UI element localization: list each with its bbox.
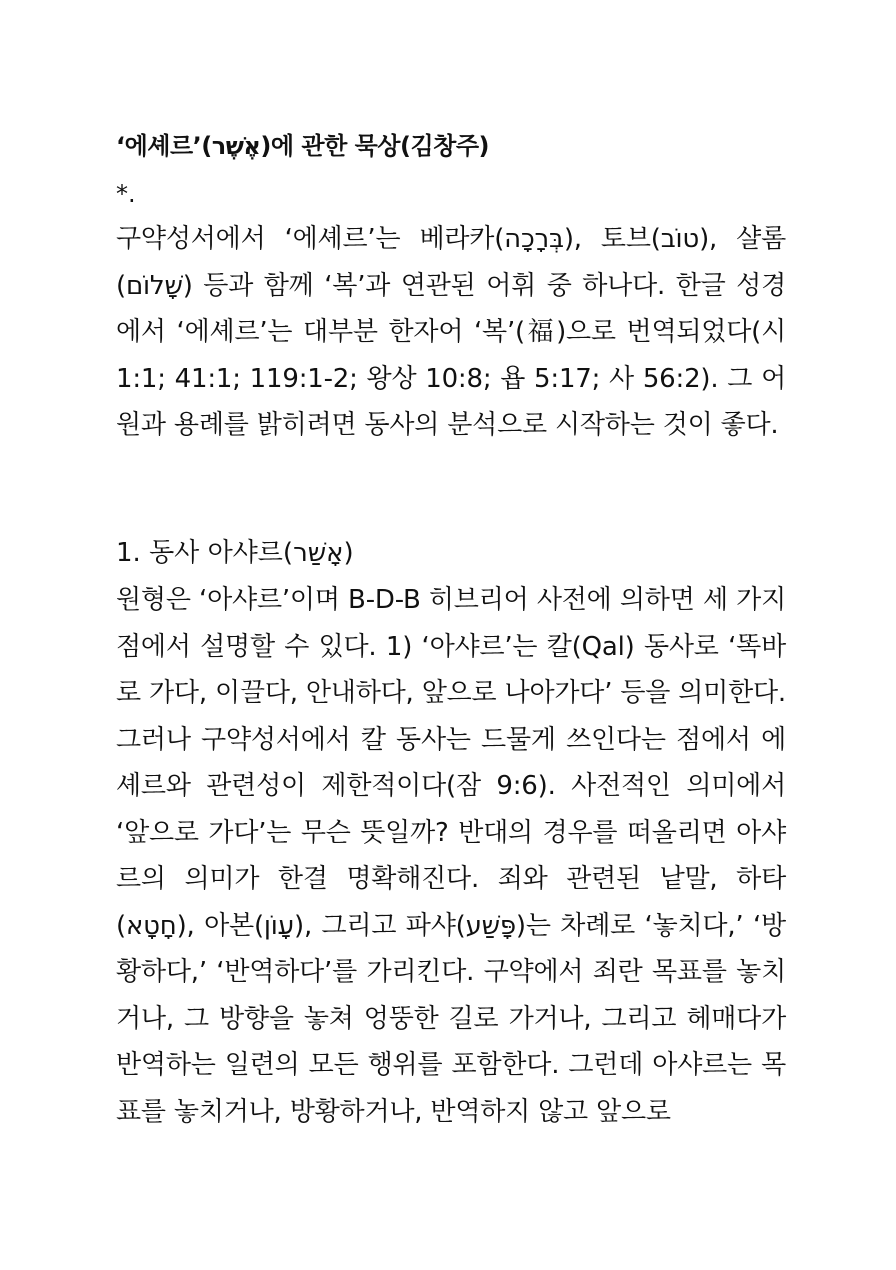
document-title: ‘에셰르’(אֶשֶׁר)에 관한 묵상(김창주) (116, 132, 489, 160)
body-paragraph: 원형은 ‘아샤르’이며 B-D-B 히브리어 사전에 의하면 세 가지 점에서 설명할 수 있다. 1) ‘아샤르’는 칼(Qal) 동사로 ‘똑바로 가다, 이끌다, 안내하다, 앞으로 나아가다’ 등을 의미한다. 그러나 구약성서에서 칼 동사는 드물게 쓰인다는 점에서 에셰르와 관련성이 제한적이다(잠 9:6). 사전적인 의미에서 ‘앞으로 가다’는 무슨 뜻일까? 반대의 경우를 떠올리면 아샤르의 의미가 한결 명확해진다. 죄와 관련된 낱말, 하타(חָטָא), 아본(עָוֹן), 그리고 파샤(פָּשַׁע)는 차례로 ‘놓치다,’ ‘방황하다,’ ‘반역하다’를 가리킨다. 구약에서 죄란 목표를 놓치거나, 그 방향을 놓쳐 엉뚱한 길로 가거나, 그리고 헤매다가 반역하는 일련의 모든 행위를 포함한다. 그런데 아샤르는 목표를 놓치거나, 방황하거나, 반역하지 않고 앞으로 (116, 585, 786, 1127)
footnote-marker: *. (116, 180, 136, 208)
section-heading: 1. 동사 아샤르(אָשַׁר) (116, 538, 354, 568)
intro-paragraph: 구약성서에서 ‘에셰르’는 베라카(בְּרָכָה), 토브(טוֹב), 샬롬(שָׁלוֹם) 등과 함께 ‘복’과 연관된 어휘 중 하나다. 한글 성경에서 ‘에셰르’는 대부분 한자어 ‘복’(福)으로 번역되었다(시 1:1; 41:1; 119:1-2; 왕상 10:8; 욥 5:17; 사 56:2). 그 어원과 용례를 밝히려면 동사의 분석으로 시작하는 것이 좋다. (116, 224, 786, 440)
